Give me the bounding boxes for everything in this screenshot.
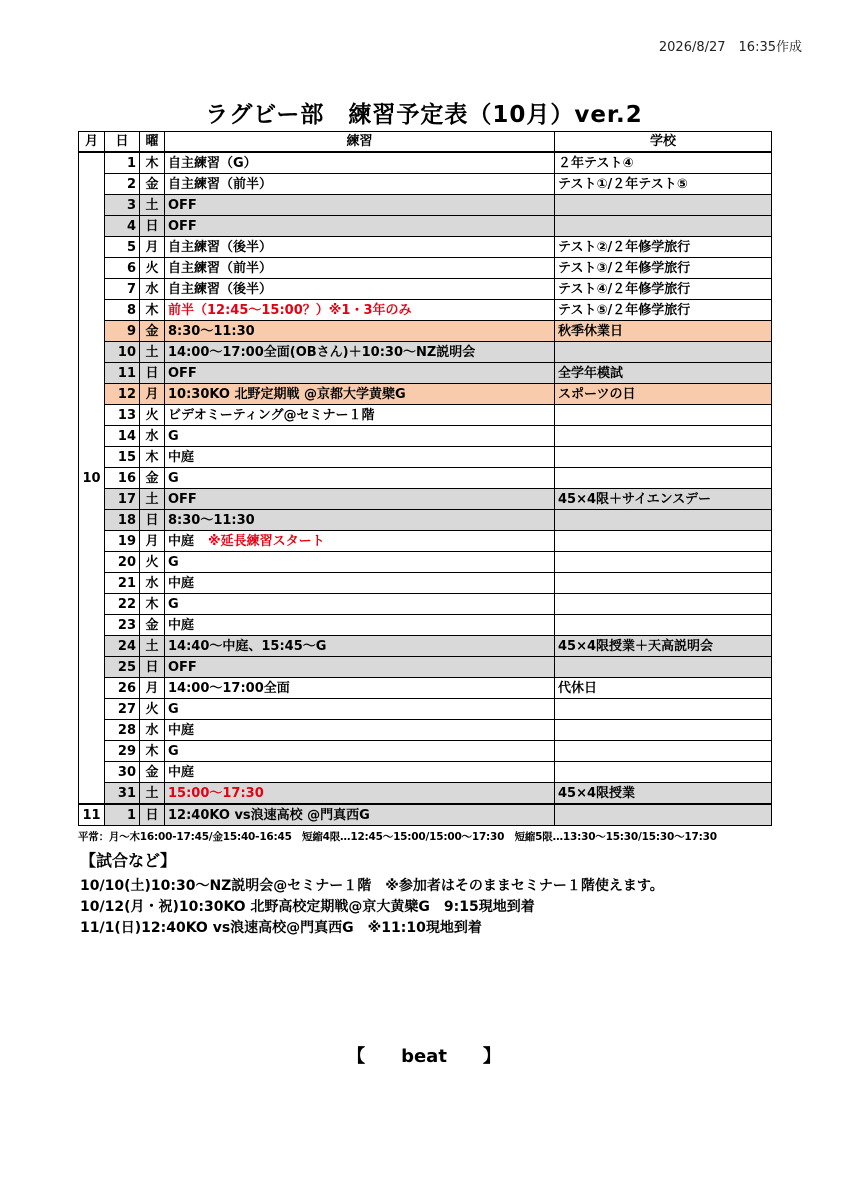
weekday-cell: 土 <box>140 783 165 805</box>
table-row <box>79 195 772 216</box>
table-row <box>79 699 772 720</box>
school-cell <box>555 510 772 531</box>
table-row <box>79 762 772 783</box>
school-cell <box>555 447 772 468</box>
practice-text: 前半（12:45～15:00？）※1・3年のみ <box>168 302 412 318</box>
school-cell <box>555 804 772 826</box>
school-cell <box>555 741 772 762</box>
school-cell: 45×4限授業＋天高説明会 <box>555 636 772 657</box>
practice-text: 自主練習（G） <box>168 155 257 171</box>
weekday-cell: 土 <box>140 342 165 363</box>
practice-text: 自主練習（前半） <box>168 176 273 192</box>
practice-text: OFF <box>168 491 197 507</box>
day-cell: 24 <box>105 636 140 657</box>
table-row <box>79 741 772 762</box>
table-row <box>79 237 772 258</box>
practice-cell <box>165 174 555 195</box>
day-cell: 13 <box>105 405 140 426</box>
practice-extra-note: ※延長練習スタート <box>208 533 325 549</box>
school-cell: テスト⑤/２年修学旅行 <box>555 300 772 321</box>
practice-cell <box>165 510 555 531</box>
day-cell: 31 <box>105 783 140 805</box>
weekday-cell: 木 <box>140 447 165 468</box>
practice-text: OFF <box>168 218 197 234</box>
day-cell: 6 <box>105 258 140 279</box>
school-cell: テスト③/２年修学旅行 <box>555 258 772 279</box>
practice-text: ビデオミーティング@セミナー１階 <box>168 407 375 423</box>
practice-text: 中庭 <box>168 449 195 465</box>
practice-cell <box>165 783 555 805</box>
practice-text: 12:40KO vs浪速高校 @門真西G <box>168 807 370 823</box>
table-row <box>79 258 772 279</box>
school-cell: テスト②/２年修学旅行 <box>555 237 772 258</box>
practice-cell <box>165 489 555 510</box>
school-cell: 代休日 <box>555 678 772 699</box>
table-row <box>79 152 772 174</box>
day-cell: 3 <box>105 195 140 216</box>
day-cell: 25 <box>105 657 140 678</box>
table-row <box>79 804 772 826</box>
practice-cell <box>165 405 555 426</box>
school-cell <box>555 195 772 216</box>
matches-heading: 【試合など】 <box>80 851 177 870</box>
practice-text: G <box>168 701 179 717</box>
weekday-cell: 日 <box>140 804 165 826</box>
weekday-cell: 火 <box>140 258 165 279</box>
day-cell: 28 <box>105 720 140 741</box>
school-cell: スポーツの日 <box>555 384 772 405</box>
header-day: 日 <box>105 132 140 153</box>
practice-cell <box>165 279 555 300</box>
practice-text: 14:00～17:00全面(OBさん)＋10:30～NZ説明会 <box>168 344 476 360</box>
match-line: 10/12(月・祝)10:30KO 北野高校定期戦@京大黄檗G 9:15現地到着 <box>80 899 535 915</box>
weekday-cell: 日 <box>140 363 165 384</box>
school-cell: 45×4限授業 <box>555 783 772 805</box>
day-cell: 11 <box>105 363 140 384</box>
practice-cell <box>165 762 555 783</box>
day-cell: 17 <box>105 489 140 510</box>
day-cell: 18 <box>105 510 140 531</box>
weekday-cell: 月 <box>140 678 165 699</box>
school-cell <box>555 762 772 783</box>
table-row <box>79 573 772 594</box>
weekday-cell: 水 <box>140 573 165 594</box>
school-cell <box>555 594 772 615</box>
practice-cell <box>165 636 555 657</box>
day-cell: 15 <box>105 447 140 468</box>
practice-text: 14:40～中庭、15:45～G <box>168 638 327 654</box>
day-cell: 12 <box>105 384 140 405</box>
practice-cell <box>165 384 555 405</box>
weekday-cell: 土 <box>140 195 165 216</box>
table-row <box>79 636 772 657</box>
schedule-body <box>79 152 772 826</box>
school-cell <box>555 405 772 426</box>
header-weekday: 曜 <box>140 132 165 153</box>
weekday-cell: 水 <box>140 720 165 741</box>
table-row <box>79 405 772 426</box>
practice-text: 15:00～17:30 <box>168 785 264 801</box>
table-row <box>79 657 772 678</box>
day-cell: 27 <box>105 699 140 720</box>
practice-text: OFF <box>168 197 197 213</box>
practice-cell <box>165 300 555 321</box>
practice-cell <box>165 741 555 762</box>
weekday-cell: 火 <box>140 405 165 426</box>
table-row <box>79 720 772 741</box>
table-row <box>79 384 772 405</box>
weekday-cell: 金 <box>140 762 165 783</box>
day-cell: 29 <box>105 741 140 762</box>
page-title: ラグビー部 練習予定表（10月）ver.2 <box>205 102 643 128</box>
practice-cell <box>165 720 555 741</box>
practice-cell <box>165 615 555 636</box>
practice-text: G <box>168 428 179 444</box>
school-cell <box>555 699 772 720</box>
practice-text: 中庭 <box>168 575 195 591</box>
practice-cell <box>165 216 555 237</box>
practice-cell <box>165 531 555 552</box>
practice-cell <box>165 573 555 594</box>
weekday-cell: 日 <box>140 510 165 531</box>
weekday-cell: 木 <box>140 152 165 174</box>
school-cell <box>555 657 772 678</box>
table-row <box>79 321 772 342</box>
practice-text: 自主練習（後半） <box>168 239 273 255</box>
weekday-cell: 金 <box>140 615 165 636</box>
practice-text: G <box>168 470 179 486</box>
practice-cell <box>165 657 555 678</box>
day-cell: 22 <box>105 594 140 615</box>
practice-cell <box>165 195 555 216</box>
match-line: 10/10(土)10:30～NZ説明会@セミナー１階 ※参加者はそのままセミナー１階使えます。 <box>80 878 664 894</box>
practice-cell <box>165 237 555 258</box>
weekday-cell: 金 <box>140 321 165 342</box>
table-row <box>79 447 772 468</box>
day-cell: 21 <box>105 573 140 594</box>
weekday-cell: 金 <box>140 174 165 195</box>
school-cell: 全学年模試 <box>555 363 772 384</box>
school-cell: 秋季休業日 <box>555 321 772 342</box>
table-row <box>79 678 772 699</box>
day-cell: 14 <box>105 426 140 447</box>
practice-cell <box>165 468 555 489</box>
practice-text: OFF <box>168 365 197 381</box>
day-cell: 8 <box>105 300 140 321</box>
table-row <box>79 468 772 489</box>
practice-text: 中庭 <box>168 764 195 780</box>
school-cell: ２年テスト④ <box>555 152 772 174</box>
header-school: 学校 <box>555 132 772 153</box>
practice-text: 中庭 <box>168 533 195 549</box>
school-cell: 45×4限＋サイエンスデー <box>555 489 772 510</box>
practice-text: 10:30KO 北野定期戦 @京都大学黄檗G <box>168 386 406 402</box>
school-cell <box>555 615 772 636</box>
table-row <box>79 531 772 552</box>
practice-cell <box>165 699 555 720</box>
practice-cell <box>165 426 555 447</box>
practice-cell <box>165 363 555 384</box>
weekday-cell: 日 <box>140 216 165 237</box>
weekday-cell: 月 <box>140 237 165 258</box>
weekday-cell: 月 <box>140 531 165 552</box>
school-cell <box>555 426 772 447</box>
practice-text: G <box>168 554 179 570</box>
school-cell <box>555 720 772 741</box>
table-row <box>79 300 772 321</box>
weekday-cell: 火 <box>140 552 165 573</box>
footer-beat: 【 beat 】 <box>347 1046 501 1067</box>
table-row <box>79 510 772 531</box>
table-row <box>79 426 772 447</box>
created-timestamp: 2026/8/27 16:35作成 <box>658 40 802 55</box>
table-row <box>79 342 772 363</box>
day-cell: 20 <box>105 552 140 573</box>
table-row <box>79 363 772 384</box>
table-row <box>79 279 772 300</box>
school-cell <box>555 573 772 594</box>
school-cell <box>555 531 772 552</box>
practice-cell <box>165 447 555 468</box>
practice-text: G <box>168 743 179 759</box>
day-cell: 1 <box>105 152 140 174</box>
day-cell: 10 <box>105 342 140 363</box>
practice-cell <box>165 258 555 279</box>
weekday-cell: 土 <box>140 489 165 510</box>
practice-cell <box>165 804 555 826</box>
practice-text: OFF <box>168 659 197 675</box>
table-row <box>79 615 772 636</box>
practice-cell <box>165 342 555 363</box>
day-cell: 16 <box>105 468 140 489</box>
weekday-cell: 火 <box>140 699 165 720</box>
weekday-cell: 金 <box>140 468 165 489</box>
practice-text: 8:30～11:30 <box>168 323 255 339</box>
hours-note: 平常：月～木16:00-17:45/金15:40-16:45 短縮4限…12:45～15:00/15:00～17:30 短縮5限…13:30～15:30/15:30～17:30 <box>78 831 717 843</box>
weekday-cell: 木 <box>140 300 165 321</box>
practice-cell <box>165 594 555 615</box>
practice-schedule-table <box>78 131 772 826</box>
practice-cell <box>165 152 555 174</box>
day-cell: 4 <box>105 216 140 237</box>
day-cell: 19 <box>105 531 140 552</box>
day-cell: 1 <box>105 804 140 826</box>
table-row <box>79 216 772 237</box>
table-row <box>79 552 772 573</box>
day-cell: 2 <box>105 174 140 195</box>
day-cell: 23 <box>105 615 140 636</box>
practice-text: 14:00～17:00全面 <box>168 680 290 696</box>
weekday-cell: 日 <box>140 657 165 678</box>
table-row <box>79 489 772 510</box>
table-row <box>79 783 772 805</box>
day-cell: 26 <box>105 678 140 699</box>
practice-text: 自主練習（前半） <box>168 260 273 276</box>
school-cell <box>555 468 772 489</box>
day-cell: 9 <box>105 321 140 342</box>
school-cell <box>555 552 772 573</box>
practice-text: G <box>168 596 179 612</box>
school-cell: テスト①/２年テスト⑤ <box>555 174 772 195</box>
table-row <box>79 174 772 195</box>
practice-text: 自主練習（後半） <box>168 281 273 297</box>
practice-cell <box>165 321 555 342</box>
school-cell <box>555 342 772 363</box>
weekday-cell: 木 <box>140 741 165 762</box>
practice-cell <box>165 678 555 699</box>
header-practice: 練習 <box>165 132 555 153</box>
weekday-cell: 木 <box>140 594 165 615</box>
table-header-row <box>79 132 772 153</box>
weekday-cell: 水 <box>140 426 165 447</box>
practice-text: 中庭 <box>168 617 195 633</box>
day-cell: 30 <box>105 762 140 783</box>
weekday-cell: 土 <box>140 636 165 657</box>
table-row <box>79 594 772 615</box>
school-cell: テスト④/２年修学旅行 <box>555 279 772 300</box>
header-month: 月 <box>79 132 105 153</box>
weekday-cell: 月 <box>140 384 165 405</box>
practice-text: 8:30～11:30 <box>168 512 255 528</box>
month-cell-november: 11 <box>79 804 105 826</box>
month-cell-october: 10 <box>79 152 105 804</box>
practice-text: 中庭 <box>168 722 195 738</box>
weekday-cell: 水 <box>140 279 165 300</box>
day-cell: 5 <box>105 237 140 258</box>
practice-cell <box>165 552 555 573</box>
school-cell <box>555 216 772 237</box>
match-line: 11/1(日)12:40KO vs浪速高校@門真西G ※11:10現地到着 <box>80 920 482 936</box>
day-cell: 7 <box>105 279 140 300</box>
